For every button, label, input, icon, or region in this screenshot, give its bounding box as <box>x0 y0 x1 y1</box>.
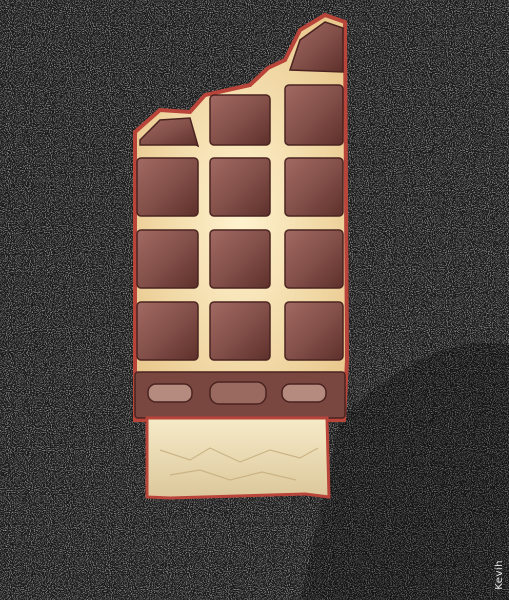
chocolate-square <box>285 230 343 288</box>
label-band <box>135 372 345 418</box>
photo-credit: Kevih <box>494 560 505 590</box>
chocolate-square <box>285 302 343 360</box>
chocolate-square <box>210 230 270 288</box>
chocolate-square <box>285 158 343 216</box>
chocolate-square <box>210 158 270 216</box>
chocolate-square <box>210 302 270 360</box>
chocolate-square <box>285 85 343 145</box>
chocolate-square <box>137 230 198 288</box>
chocolate-square <box>210 95 270 145</box>
chocolate-square <box>137 302 198 360</box>
chocolate-square <box>137 158 198 216</box>
foil-wrapper <box>147 418 329 498</box>
